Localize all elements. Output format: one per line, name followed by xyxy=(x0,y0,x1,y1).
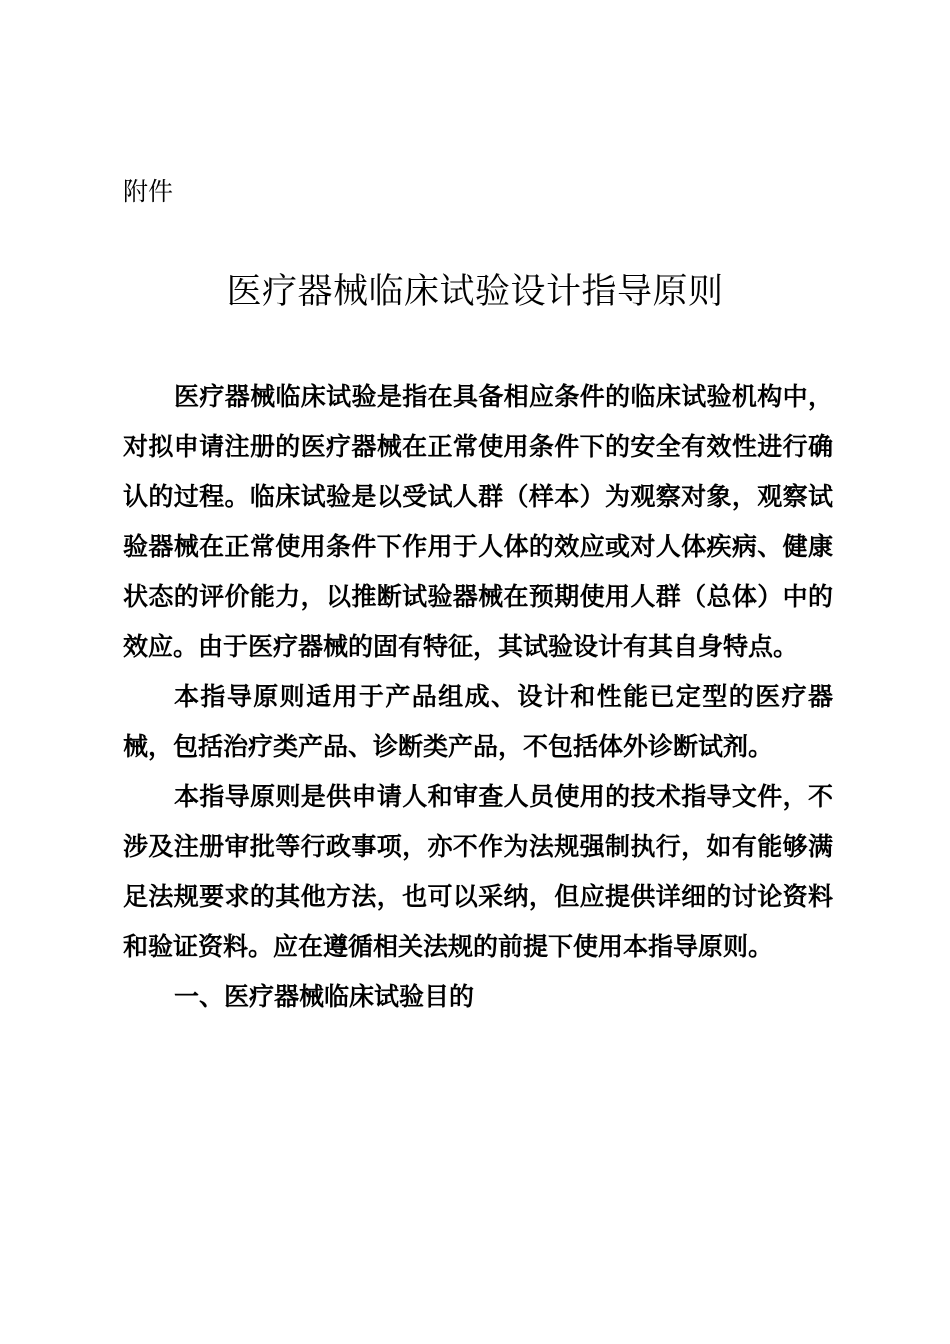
section-heading: 一、医疗器械临床试验目的 xyxy=(174,982,475,1011)
attachment-label: 附件 xyxy=(123,177,174,206)
document-body xyxy=(123,372,833,1022)
paragraph-scope: 本指导原则适用于产品组成、设计和性能已定型的医疗器械，包括治疗类产品、诊断类产品，不包括体外诊断试剂。 xyxy=(123,682,833,761)
paragraph-usage: 本指导原则是供申请人和审查人员使用的技术指导文件，不涉及注册审批等行政事项，亦不作为法规强制执行，如有能够满足法规要求的其他方法，也可以采纳，但应提供详细的讨论资料和验证资料。应在遵循相关法规的前提下使用本指导原则。 xyxy=(123,782,833,961)
document-title: 医疗器械临床试验设计指导原则 xyxy=(226,272,724,312)
paragraph-intro: 医疗器械临床试验是指在具备相应条件的临床试验机构中，对拟申请注册的医疗器械在正常使用条件下的安全有效性进行确认的过程。临床试验是以受试人群（样本）为观察对象，观察试验器械在正常使用条件下作用于人体的效应或对人体疾病、健康状态的评价能力，以推断试验器械在预期使用人群（总体）中的效应。由于医疗器械的固有特征，其试验设计有其自身特点。 xyxy=(123,382,833,661)
